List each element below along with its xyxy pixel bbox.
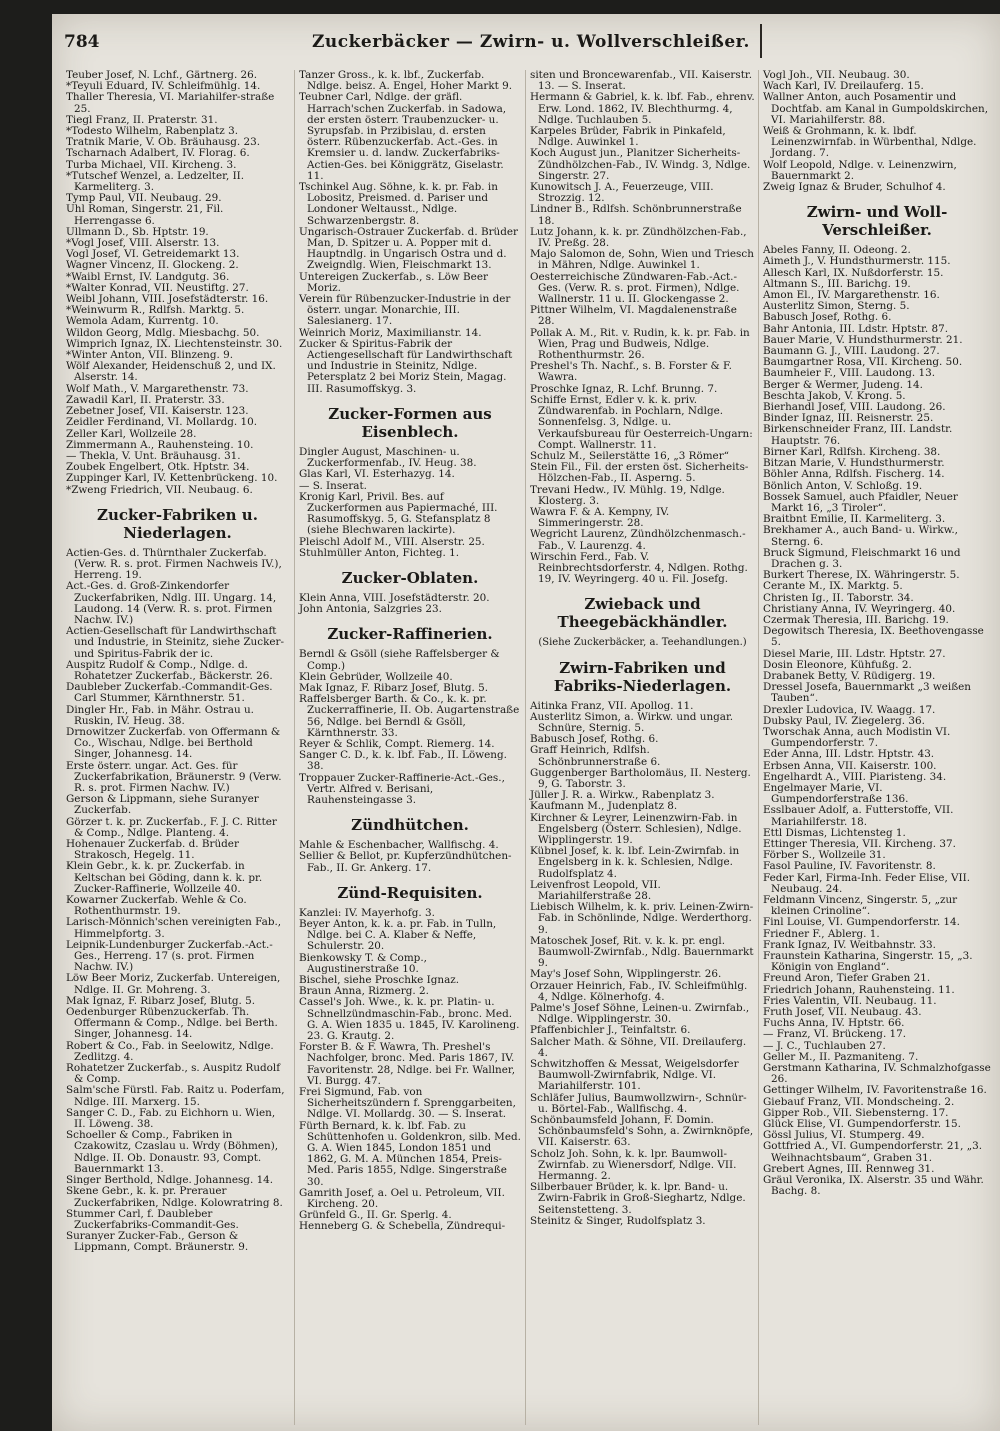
directory-entry: Dingler Hr., Fab. in Mähr. Ostrau u. Ruskin, IV. Heug. 38. <box>66 703 254 727</box>
directory-entry: Schiffe Ernst, Edler v. k. k. priv. Zündwarenfab. in Pochlarn, Ndlge. Sonnenfelsg. 3, Ndlge. u. Verkaufsbureau für Oesterreich-Ungarn: Compt. Wallnerstr. 11. <box>530 393 753 451</box>
directory-entry: Bahr Antonia, III. Ldstr. Hptstr. 87. <box>763 322 948 335</box>
section-heading: Zucker-Oblaten. <box>341 568 479 587</box>
directory-entry: Görzer t. k. pr. Zuckerfab., F. J. C. Ritter & Comp., Ndlge. Planteng. 4. <box>66 815 277 839</box>
directory-entry: Zucker & Spiritus-Fabrik der Actiengesellschaft für Landwirthschaft und Industrie in Steinitz, Ndlge. Petersplatz 2 bei Moriz Stein, Magag. III. Rasumoffskyg. 3. <box>299 337 513 395</box>
directory-entry: Friedner F., Ablerg. 1. <box>763 927 880 940</box>
directory-entry: Proschke Ignaz, R. Lchf. Brunng. 7. <box>530 382 718 395</box>
directory-entry: Gerstmann Katharina, IV. Schmalzhofgasse 26. <box>763 1062 991 1086</box>
directory-entry: Czermak Theresia, III. Barichg. 19. <box>763 613 949 626</box>
directory-entry: Wemola Adam, Kurrentg. 10. <box>66 315 219 328</box>
directory-entry: Esslbauer Adolf, a. Futterstoffe, VII. Mariahilferstr. 18. <box>763 804 954 828</box>
directory-entry: Zweig Ignaz & Bruder, Schulhof 4. <box>763 181 946 194</box>
directory-entry: *Vogl Josef, VIII. Alserstr. 13. <box>66 237 220 250</box>
directory-entry: Bienkowsky T. & Comp., Augustinerstraße 10. <box>299 951 427 975</box>
directory-entry: Birkenschneider Franz, III. Landstr. Hauptstr. 76. <box>763 423 953 447</box>
directory-entry: Klein Anna, VIII. Josefstädterstr. 20. <box>299 591 490 604</box>
directory-entry: Giebauf Franz, VII. Mondscheing. 2. <box>763 1095 955 1108</box>
directory-entry: Uhl Roman, Singerstr. 21, Fil. Herrengasse 6. <box>66 203 224 227</box>
section-heading: Zwieback und Theegebäckhändler. <box>557 595 728 632</box>
directory-entry: Frank Ignaz, IV. Weitbahnstr. 33. <box>763 938 936 951</box>
directory-entry: Friedrich Johann, Rauhensteing. 11. <box>763 983 955 996</box>
directory-entry: Silberbauer Brüder, k. k. lpr. Band- u. Zwirn-Fabrik in Groß-Sieghartz, Ndlge. Seitenstetteng. 3. <box>530 1181 746 1216</box>
directory-entry: *Teyuli Eduard, IV. Schleifmühlg. 14. <box>66 80 261 93</box>
directory-entry: Tworschak Anna, auch Modistin VI. Gumpendorferstr. 7. <box>763 725 951 750</box>
directory-entry: Schläfer Julius, Baumwollzwirn-, Schnür- u. Börtel-Fab., Wallfischg. 4. <box>530 1091 747 1115</box>
directory-entry: Hohenauer Zuckerfab. d. Brüder Strakosch, Hegelg. 11. <box>66 838 239 862</box>
directory-entry: Salcher Math. & Söhne, VII. Dreilauferg. 4. <box>530 1035 747 1059</box>
directory-entry: Ettl Dismas, Lichtensteg 1. <box>763 826 906 839</box>
directory-entry: Ettinger Theresia, VII. Kircheng. 37. <box>763 838 956 850</box>
directory-entry: Lindner B., Rdlfsh. Schönbrunnerstraße 18. <box>530 203 742 227</box>
directory-entry: Aimeth J., V. Hundsthurmerstr. 115. <box>763 255 951 268</box>
directory-entry: Feder Karl, Firma-Inh. Feder Elise, VII. Neubaug. 24. <box>763 871 971 895</box>
directory-entry: Skene Gebr., k. k. pr. Prerauer Zuckerfabriken, Ndlge. Kolowratring 8. <box>66 1185 283 1209</box>
section-note: (Siehe Zuckerbäcker, a. Teehandlungen.) <box>538 637 747 649</box>
directory-entry: Klein Gebrüder, Wollzeile 40. <box>299 670 453 683</box>
directory-entry: Wölf Alexander, Heidenschuß 2, und IX. Alserstr. 14. <box>66 360 276 384</box>
directory-entry: Schulz M., Seilerstätte 16, „3 Römer“ <box>530 449 729 462</box>
directory-entry: — S. Inserat. <box>299 479 367 492</box>
directory-entry: Gipper Rob., VII. Siebensterng. 17. <box>763 1106 949 1119</box>
directory-entry: Baumheier F., VIII. Laudong. 13. <box>763 367 936 380</box>
directory-entry: Mak Ignaz, F. Ribarz Josef, Blutg. 5. <box>299 681 489 694</box>
directory-entry: Engelhardt A., VIII. Piaristeng. 34. <box>763 770 947 783</box>
directory-entry: Stummer Carl, f. Daubleber Zuckerfabriks-Commandit-Ges. <box>66 1207 239 1231</box>
directory-entry: Zebetner Josef, VII. Kaiserstr. 123. <box>66 405 249 418</box>
directory-entry: Dingler August, Maschinen- u. Zuckerformenfab., IV. Heug. 38. <box>299 445 477 470</box>
directory-entry: Weibl Johann, VIII. Josefstädterstr. 16. <box>66 293 269 306</box>
column-2 <box>294 70 521 1425</box>
directory-entry: Thaller Theresia, VI. Mariahilfer-straße 25. <box>66 91 275 115</box>
directory-entry: Wegricht Laurenz, Zündhölzchenmasch.-Fab., V. Laurenzg. 4. <box>530 528 746 552</box>
directory-entry: Actien-Ges. d. Thürnthaler Zuckerfab. (Verw. R. s. prot. Firmen Nachweis IV.), Herreng. 19. <box>66 546 282 582</box>
directory-page <box>52 14 1000 1431</box>
directory-entry: Lutz Johann, k. k. pr. Zündhölzchen-Fab., IV. Preßg. 28. <box>530 225 747 250</box>
directory-entry: Babusch Josef, Rothg. 6. <box>530 733 659 746</box>
directory-entry: Verein für Rübenzucker-Industrie in der österr. ungar. Monarchie, III. Salesianerg. 17. <box>299 293 511 328</box>
directory-entry: Raffelsberger Barth. & Co., k. k. pr. Zuckerraffinerie, II. Ob. Augartenstraße 56, Ndlge. bei Berndl & Gsöll, Kärnthnerstr. 33. <box>299 693 520 739</box>
directory-entry: Abeles Fanny, II. Odeong. 2. <box>763 244 911 257</box>
directory-entry: Schwitzhoffen & Messat, Weigelsdorfer Baumwoll-Zwirnfabrik, Ndlge. VI. Mariahilferstr. 101. <box>530 1058 739 1093</box>
directory-entry: Teuber Josef, N. Lchf., Gärtnerg. 26. <box>66 70 258 81</box>
directory-entry: *Tutschef Wenzel, a. Ledzelter, II. Karmeliterg. 3. <box>66 169 245 194</box>
directory-entry: Wach Karl, IV. Dreilauferg. 15. <box>763 80 924 93</box>
directory-entry: Engelmayer Marie, VI. Gumpendorferstraße 136. <box>763 781 909 806</box>
directory-entry: Oesterreichische Zündwaren-Fab.-Act.-Ges. (Verw. R. s. prot. Firmen), Ndlge. Wallnerstr. 11 u. II. Glockengasse 2. <box>530 270 740 306</box>
directory-entry: Karpeles Brüder, Fabrik in Pinkafeld, Ndlge. Auwinkel 1. <box>530 125 726 149</box>
directory-entry: Bitzan Marie, V. Hundsthurmerstr. <box>763 457 945 470</box>
directory-entry: Erbsen Anna, VII. Kaiserstr. 100. <box>763 759 937 772</box>
directory-entry: Fürth Bernard, k. k. lbf. Fab. zu Schüttenhofen u. Goldenkron, silb. Med. G. A. Wien 1845, London 1851 und 1862, G. M. A. München 1854, Preis-Med. Paris 1855, Ndlge. Singerstraße 30. <box>299 1119 521 1188</box>
directory-entry: Kunowitsch J. A., Feuerzeuge, VIII. Strozzig. 12. <box>530 181 714 205</box>
directory-entry: Bossek Samuel, auch Pfaidler, Neuer Markt 16, „3 Tiroler“. <box>763 490 958 514</box>
directory-entry: Zeidler Ferdinand, VI. Mollardg. 10. <box>66 416 258 429</box>
directory-entry: Scholz Joh. Sohn, k. k. lpr. Baumwoll-Zwirnfab. zu Wienersdorf, Ndlge. VII. Hermanng. 2. <box>530 1147 737 1183</box>
directory-entry: Sanger C. D., k. k. lbf. Fab., II. Löweng. 38. <box>299 749 507 773</box>
directory-entry: Babusch Josef, Rothg. 6. <box>763 311 892 324</box>
directory-entry: Geller M., II. Pazmaniteng. 7. <box>763 1050 919 1063</box>
directory-entry: Eder Anna, III. Ldstr. Hptstr. 43. <box>763 748 935 761</box>
directory-entry: Stein Fil., Fil. der ersten öst. Sicherheits-Hölzchen-Fab., II. Asperng. 5. <box>530 461 749 485</box>
directory-entry: Glück Elise, VI. Gumpendorferstr. 15. <box>763 1118 961 1131</box>
directory-entry: — Thekla, V. Unt. Bräuhausg. 31. <box>66 449 241 462</box>
directory-entry: Tymp Paul, VII. Neubaug. 29. <box>66 192 222 205</box>
directory-entry: Klein Gebr., k. k. pr. Zuckerfab. in Keltschan bei Göding, dann k. k. pr. Zucker-Raffinerie, Wollzeile 40. <box>66 860 263 895</box>
directory-entry: Zimmermann A., Rauhensteing. 10. <box>66 438 254 451</box>
directory-entry: Wimprich Ignaz, IX. Liechtensteinstr. 30. <box>66 337 283 350</box>
directory-entry: Kaufmann M., Judenplatz 8. <box>530 800 678 813</box>
directory-entry: Tiegl Franz, II. Praterstr. 31. <box>66 113 218 126</box>
pencil-mark <box>760 24 762 58</box>
directory-entry: Tscharnach Adalbert, IV. Florag. 6. <box>66 147 250 160</box>
directory-entry: Braun Anna, Rizmerg. 2. <box>299 985 429 998</box>
directory-entry: Tanzer Gross., k. k. lbf., Zuckerfab. Ndlge. beisz. A. Engel, Hoher Markt 9. <box>299 70 513 93</box>
directory-entry: Gamrith Josef, a. Oel u. Petroleum, VII. Kircheng. 20. <box>299 1186 505 1211</box>
directory-entry: — J. C., Tuchlauben 27. <box>763 1039 886 1052</box>
directory-entry: Bruck Sigmund, Fleischmarkt 16 und Drachen g. 3. <box>763 546 961 570</box>
directory-entry: Steinitz & Singer, Rudolfsplatz 3. <box>530 1214 706 1227</box>
directory-entry: Austerlitz Simon, Sterng. 5. <box>763 300 910 313</box>
directory-entry: Teubner Carl, Ndlge. der gräfl. Harrach'schen Zuckerfab. in Sadowa, der ersten österr. Traubenzucker- u. Syrupsfab. in Przibislau, d. ersten österr. Rübenzuckerfab. Act.-Ges. in Kremsier u. d. landw. Zuckerfabriks-Actien-Ges. bei Königgrätz, Giselastr. 11. <box>299 91 507 182</box>
directory-entry: Troppauer Zucker-Raffinerie-Act.-Ges., Vertr. Alfred v. Berisani, Rauhensteingasse 3. <box>299 771 505 806</box>
directory-entry: Robert & Co., Fab. in Seelowitz, Ndlge. Zedlitzg. 4. <box>66 1039 274 1063</box>
directory-entry: Christiany Anna, IV. Weyringerg. 40. <box>763 602 956 615</box>
directory-entry: Zawadil Karl, II. Praterstr. 33. <box>66 393 225 406</box>
directory-entry: Löw Beer Moriz, Zuckerfab. Untereigen, Ndlge. II. Gr. Mohreng. 3. <box>66 972 281 996</box>
directory-entry: Zeller Karl, Wollzeile 28. <box>66 427 197 440</box>
directory-entry: Baumgartner Rosa, VII. Kircheng. 50. <box>763 356 963 369</box>
directory-entry: Liebisch Wilhelm, k. k. priv. Leinen-Zwirn-Fab. in Schönlinde, Ndlge. Werderthorg. 9. <box>530 901 754 936</box>
directory-entry: Kronig Karl, Privil. Bes. auf Zuckerformen aus Papiermaché, III. Rasumoffskyg. 5, G. Stefansplatz 8 (siehe Blechwaren lackirte). <box>299 490 498 537</box>
directory-entry: Untereigen Zuckerfab., s. Löw Beer Moriz. <box>299 270 488 294</box>
directory-entry: Orzauer Heinrich, Fab., IV. Schleifmühlg. 4, Ndlge. Kölnerhofg. 4. <box>530 979 748 1003</box>
directory-entry: Gerson & Lippmann, siehe Suranyer Zuckerfab. <box>66 793 259 817</box>
directory-entry: Henneberg G. & Schebella, Zündrequi- <box>299 1220 506 1233</box>
directory-entry: Palme's Josef Söhne, Leinen-u. Zwirnfab., Ndlge. Wipplingerstr. 30. <box>530 1002 750 1026</box>
directory-entry: Wawra F. & A. Kempny, IV. Simmeringerstr. 28. <box>530 505 670 530</box>
directory-entry: Sellier & Bellot, pr. Kupferzündhütchen-Fab., II. Gr. Ankerg. 17. <box>299 850 512 874</box>
directory-entry: Berndl & Gsöll (siehe Raffelsberger & Comp.) <box>299 648 500 672</box>
directory-entry: Fraunstein Katharina, Singerstr. 15, „3. Königin von England“. <box>763 950 973 974</box>
section-heading: Zucker-Fabriken u. Niederlagen. <box>97 505 258 542</box>
directory-entry: Actien-Gesellschaft für Landwirthschaft und Industrie, in Steinitz, siehe Zucker- und Spiritus-Fabrik der ic. <box>66 625 284 660</box>
directory-entry: Vogl Joh., VII. Neubaug. 30. <box>763 70 910 81</box>
directory-entry: Drabanek Betty, V. Rüdigerg. 19. <box>763 669 936 682</box>
directory-entry: Drexler Ludovica, IV. Waagg. 17. <box>763 703 936 716</box>
directory-entry: Act.-Ges. d. Groß-Zinkendorfer Zuckerfabriken, Ndlg. III. Ungarg. 14, Laudong. 14 (Verw. R. s. prot. Firmen Nachw. IV.) <box>66 580 277 626</box>
directory-entry: Glas Karl, VI. Esterhazyg. 14. <box>299 468 455 481</box>
directory-entry: Dubsky Paul, IV. Ziegelerg. 36. <box>763 714 925 727</box>
directory-entry: Fries Valentin, VII. Neubaug. 11. <box>763 994 937 1007</box>
section-heading: Zünd-Requisiten. <box>337 883 483 902</box>
directory-entry: Austerlitz Simon, a. Wirkw. und ungar. Schnüre, Sternig. 5. <box>530 710 734 734</box>
directory-entry: Kirchner & Leyrer, Leinenzwirn-Fab. in Engelsberg (Österr. Schlesien), Ndlge. Wipplingerstr. 19. <box>530 811 742 846</box>
directory-entry: John Antonia, Salzgries 23. <box>299 603 442 616</box>
column-4 <box>758 70 991 1425</box>
directory-entry: Christen Ig., II. Taborstr. 34. <box>763 591 914 604</box>
directory-entry: Graff Heinrich, Rdlfsh. Schönbrunnerstraße 6. <box>530 744 661 768</box>
page-header <box>52 14 1000 60</box>
directory-entry: Grebert Agnes, III. Rennweg 31. <box>763 1162 935 1175</box>
directory-entry: Hermann & Gabriel, k. k. lbf. Fab., ehrenv. Erw. Lond. 1862, IV. Blechthurmg. 4, Ndlge. Tuchlauben 5. <box>530 91 755 126</box>
directory-entry: Salm'sche Fürstl. Fab. Raitz u. Poderfam, Ndlge. III. Marxerg. 15. <box>66 1084 285 1108</box>
directory-entry: Leivenfrost Leopold, VII. Mariahilferstraße 28. <box>530 878 661 902</box>
section-heading: Zwirn- und Woll-Verschleißer. <box>806 203 948 240</box>
directory-entry: Reyer & Schlik, Compt. Riemerg. 14. <box>299 737 495 750</box>
directory-entry: Böhler Anna, Rdlfsh. Fischerg. 14. <box>763 468 945 481</box>
directory-entry: Binder Ignaz, III. Reisnerstr. 25. <box>763 412 934 425</box>
directory-entry: Dressel Josefa, Bauernmarkt „3 weißen Tauben“. <box>763 681 972 705</box>
directory-entry: Beyer Anton, k. k. a. pr. Fab. in Tulln, Ndlge. bei C. A. Klaber & Neffe, Schulerstr. 20. <box>299 917 497 953</box>
directory-entry: Schönbaumsfeld Johann, F. Domin. Schönbaumsfeld's Sohn, a. Zwirnknöpfe, VII. Kaiserstr. 63. <box>530 1114 754 1149</box>
directory-entry: *Waibl Ernst, IV. Landgutg. 36. <box>66 270 230 283</box>
directory-entry: Jüller J. R. a. Wirkw., Rabenplatz 3. <box>530 789 715 802</box>
section-heading: Zündhütchen. <box>351 816 469 835</box>
directory-entry: Birner Karl, Rdlfsh. Kircheng. 38. <box>763 445 941 458</box>
directory-entry: Gräul Veronika, IX. Alserstr. 35 und Währ. Bachg. 8. <box>763 1174 984 1198</box>
directory-entry: Oedenburger Rübenzuckerfab. Th. Offermann & Comp., Ndlge. bei Berth. Singer, Johannesg. 14. <box>66 1006 278 1041</box>
section-heading: Zucker-Formen aus Eisenblech. <box>328 404 492 441</box>
directory-entry: Braitbnt Emilie, II. Karmeliterg. 3. <box>763 513 946 526</box>
directory-entry: Berger & Wermer, Judeng. 14. <box>763 378 923 391</box>
directory-entry: Bönlich Anton, V. Schloßg. 19. <box>763 479 923 492</box>
directory-entry: Trevani Hedw., IV. Mühlg. 19, Ndlge. Klosterg. 3. <box>530 483 725 507</box>
directory-entry: Burkert Therese, IX. Währingerstr. 5. <box>763 569 960 582</box>
directory-entry: *Winter Anton, VII. Blinzeng. 9. <box>66 349 234 362</box>
directory-entry: Fuchs Anna, IV. Hptstr. 66. <box>763 1017 905 1030</box>
column-3 <box>525 70 755 1425</box>
directory-entry: Bauer Marie, V. Hundsthurmerstr. 21. <box>763 333 963 346</box>
directory-entry: Kübnel Josef, k. k. lbf. Lein-Zwirnfab. in Engelsberg in k. k. Schlesien, Ndlge. Rudolfsplatz 4. <box>530 845 740 880</box>
directory-entry: Turba Michael, VII. Kircheng. 3. <box>66 158 237 171</box>
directory-entry: Wolf Math., V. Margarethenstr. 73. <box>66 382 249 395</box>
directory-entry: May's Josef Sohn, Wipplingerstr. 26. <box>530 968 722 981</box>
directory-entry: Wallner Anton, auch Posamentir und Dochtfab. am Kanal in Gumpoldskirchen, VI. Mariahilferstr. 88. <box>763 91 989 126</box>
directory-entry: Preshel's Th. Nachf., s. B. Forster & F. Wawra. <box>530 360 732 384</box>
directory-entry: Stuhlmüller Anton, Fichteg. 1. <box>299 546 460 559</box>
directory-entry: Diesel Marie, III. Ldstr. Hptstr. 27. <box>763 647 946 660</box>
directory-entry: Freund Aron, Tiefer Graben 21. <box>763 972 931 985</box>
directory-entry: Bischel, siehe Proschke Ignaz. <box>299 974 460 986</box>
directory-entry: Finl Louise, VI. Gumpendorferstr. 14. <box>763 916 960 929</box>
directory-entry: Gettinger Wilhelm, IV. Favoritenstraße 16. <box>763 1084 987 1097</box>
directory-entry: Beschta Jakob, V. Krong. 5. <box>763 389 906 402</box>
directory-entry: Zoubek Engelbert, Otk. Hptstr. 34. <box>66 461 250 474</box>
directory-entry: Suranyer Zucker-Fab., Gerson & Lippmann, Compt. Bräunerstr. 9. <box>66 1230 249 1254</box>
directory-entry: *Walter Konrad, VII. Neustiftg. 27. <box>66 281 249 294</box>
section-heading: Zwirn-Fabriken und Fabriks-Niederlagen. <box>553 658 732 695</box>
directory-entry: Larisch-Mönnich'schen vereinigten Fab., Himmelpfortg. 3. <box>66 916 282 940</box>
directory-entry: Mak Ignaz, F. Ribarz Josef, Blutg. 5. <box>66 994 256 1007</box>
directory-entry: Bierhandl Josef, VIII. Laudong. 26. <box>763 401 946 414</box>
directory-entry: Wirschin Ferd., Fab. V. Reinbrechtsdorferstr. 4, Ndlgen. Rothg. 19, IV. Weyringerg. 40 u. Fil. Josefg. <box>530 550 748 586</box>
directory-entry: Wagner Vincenz, II. Glockeng. 2. <box>66 259 239 272</box>
directory-entry: Rohatetzer Zuckerfab., s. Auspitz Rudolf & Comp. <box>66 1062 281 1086</box>
directory-entry: Fruth Josef, VII. Neubaug. 43. <box>763 1006 922 1019</box>
directory-entry: Tschinkel Aug. Söhne, k. k. pr. Fab. in Lobositz, Preismed. d. Pariser und Londoner Weltausst., Ndlge. Schwarzenbergstr. 8. <box>299 181 498 227</box>
directory-entry: Cerante M., IX. Marktg. 5. <box>763 580 903 593</box>
directory-entry: Weinrich Moriz, Maximilianstr. 14. <box>299 326 482 339</box>
directory-entry: Grünfeld G., II. Gr. Sperlg. 4. <box>299 1209 452 1222</box>
directory-entry: Kanzlei: IV. Mayerhofg. 3. <box>299 906 435 919</box>
directory-entry: Aitinka Franz, VII. Apollog. 11. <box>530 699 694 712</box>
directory-entry: Pleischl Adolf M., VIII. Alserstr. 25. <box>299 535 485 548</box>
directory-entry: Wildon Georg, Mdlg. Miesbachg. 50. <box>66 326 260 339</box>
directory-entry: Majo Salomon de, Sohn, Wien und Triesch in Mähren, Ndlge. Auwinkel 1. <box>530 248 754 272</box>
directory-entry: Matoschek Josef, Rit. v. k. k. pr. engl. Baumwoll-Zwirnfab., Ndlg. Bauernmarkt 9. <box>530 934 754 970</box>
directory-entry: Koch August jun., Planitzer Sicherheits-Zündhölzchen-Fab., IV. Windg. 3, Ndlge. Singerstr. 27. <box>530 147 751 182</box>
directory-entry: Degowitsch Theresia, IX. Beethovengasse 5. <box>763 625 984 649</box>
directory-entry: Pittner Wilhelm, VI. Magdalenenstraße 28. <box>530 304 737 328</box>
directory-entry: Kowarner Zuckerfab. Wehle & Co. Rothenthurmstr. 19. <box>66 894 247 918</box>
directory-entry: *Weinwurm R., Rdlfsh. Marktg. 5. <box>66 304 245 317</box>
section-heading: Zucker-Raffinerien. <box>327 625 493 644</box>
directory-entry: Drnowitzer Zuckerfab. von Offermann & Co., Wischau, Ndlge. bei Berthold Singer, Johannesg. 14. <box>66 725 281 761</box>
directory-entry: *Zweng Friedrich, VII. Neubaug. 6. <box>66 483 253 496</box>
running-head: Zuckerbäcker — Zwirn- u. Wollverschleißer. <box>312 32 750 52</box>
directory-entry: Daubleber Zuckerfab.-Commandit-Ges. Carl Stummer, Kärnthnerstr. 51. <box>66 681 273 705</box>
directory-entry: Cassel's Joh. Wwe., k. k. pr. Platin- u. Schnellzündmaschin-Fab., bronc. Med. G. A. Wien 1835 u. 1845, IV. Karolineng. 23. G. Krautg. 2. <box>299 996 520 1043</box>
directory-entry: Schoeller & Comp., Fabriken in Czakowitz, Czaslau u. Wrdy (Böhmen), Ndlge. II. Ob. Donaustr. 93, Compt. Bauernmarkt 13. <box>66 1129 279 1175</box>
directory-entry: Baumann G. J., VIII. Laudong. 27. <box>763 345 940 358</box>
directory-entry: Gössl Julius, VI. Stumperg. 49. <box>763 1129 925 1142</box>
directory-entry: Erste österr. ungar. Act. Ges. für Zuckerfabrikation, Bräunerstr. 9 (Verw. R. s. prot. Firmen Nachw. IV.) <box>66 759 282 794</box>
directory-entry: *Todesto Wilhelm, Rabenplatz 3. <box>66 125 238 138</box>
directory-entry: Gottfried A., VI. Gumpendorferstr. 21, „3. Weihnachtsbaum“, Graben 31. <box>763 1140 983 1164</box>
directory-entry: Pfaffenbichler J., Teinfaltstr. 6. <box>530 1024 691 1037</box>
directory-entry: — Franz, VI. Brückeng. 17. <box>763 1028 907 1041</box>
directory-entry: Forster B. & F. Wawra, Th. Preshel's Nachfolger, bronc. Med. Paris 1867, IV. Favoritenstr. 28, Ndlge. bei Fr. Wallner, VI. Burgg. 47. <box>299 1041 516 1087</box>
directory-entry: Feldmann Vincenz, Singerstr. 5, „zur kleinen Crinoline“. <box>763 894 958 918</box>
directory-entry: Allesch Karl, IX. Nußdorferstr. 15. <box>763 266 944 279</box>
directory-entry: Zuppinger Karl, IV. Kettenbrückeng. 10. <box>66 472 278 485</box>
directory-entry: Weiß & Grohmann, k. k. lbdf. Leinenzwirnfab. in Würbenthal, Ndlge. Jordang. 7. <box>763 125 977 160</box>
directory-entry: Pollak A. M., Rit. v. Rudin, k. k. pr. Fab. in Wien, Prag und Budweis, Ndlge. Rothenthurmstr. 26. <box>530 326 750 362</box>
directory-entry: Ungarisch-Ostrauer Zuckerfab. d. Brüder Man, D. Spitzer u. A. Popper mit d. Hauptndlg. in Ungarisch Ostra und d. Zweigndlg. Wien, Fleischmarkt 13. <box>299 225 518 272</box>
directory-entry: Mahle & Eschenbacher, Wallfischg. 4. <box>299 839 499 852</box>
directory-entry: Fasol Pauline, IV. Favoritenstr. 8. <box>763 860 936 873</box>
directory-entry: Tratnik Marie, V. Ob. Bräuhausg. 23. <box>66 136 261 149</box>
directory-entry: Vogl Josef, VI. Getreidemarkt 13. <box>66 248 240 261</box>
directory-entry: Ullmann D., Sb. Hptstr. 19. <box>66 225 209 238</box>
directory-entry: Singer Berthold, Ndlge. Johannesg. 14. <box>66 1174 274 1187</box>
directory-entry: Leipnik-Lundenburger Zuckerfab.-Act.-Ges., Herreng. 17 (s. prot. Firmen Nachw. IV.) <box>66 938 273 974</box>
directory-entry: Brekhamer A., auch Band- u. Wirkw., Sterng. 6. <box>763 524 958 548</box>
directory-entry: Altmann S., III. Barichg. 19. <box>763 277 911 290</box>
directory-entry: siten und Broncewarenfab., VII. Kaiserstr. 13. — S. Inserat. <box>530 70 753 93</box>
directory-entry: Wolf Leopold, Ndlge. v. Leinenzwirn, Bauernmarkt 2. <box>763 158 957 182</box>
page-number: 784 <box>64 32 100 52</box>
directory-entry: Auspitz Rudolf & Comp., Ndlge. d. Rohatetzer Zuckerfab., Bäckerstr. 26. <box>66 658 273 682</box>
directory-entry: Frei Sigmund, Fab. von Sicherheitszündern f. Sprenggarbeiten, Ndlge. VI. Mollardg. 30. — S. Inserat. <box>299 1086 516 1121</box>
directory-entry: Dosin Eleonore, Kühfußg. 2. <box>763 658 912 671</box>
directory-entry: Sanger C. D., Fab. zu Eichhorn u. Wien, II. Löweng. 38. <box>66 1106 276 1131</box>
directory-entry: Amon El., IV. Margarethenstr. 16. <box>763 289 940 302</box>
column-1 <box>66 70 289 1425</box>
directory-entry: Förber S., Wollzeile 31. <box>763 849 886 862</box>
directory-entry: Guggenberger Bartholomäus, II. Nesterg. 9, G. Taborstr. 3. <box>530 766 751 790</box>
